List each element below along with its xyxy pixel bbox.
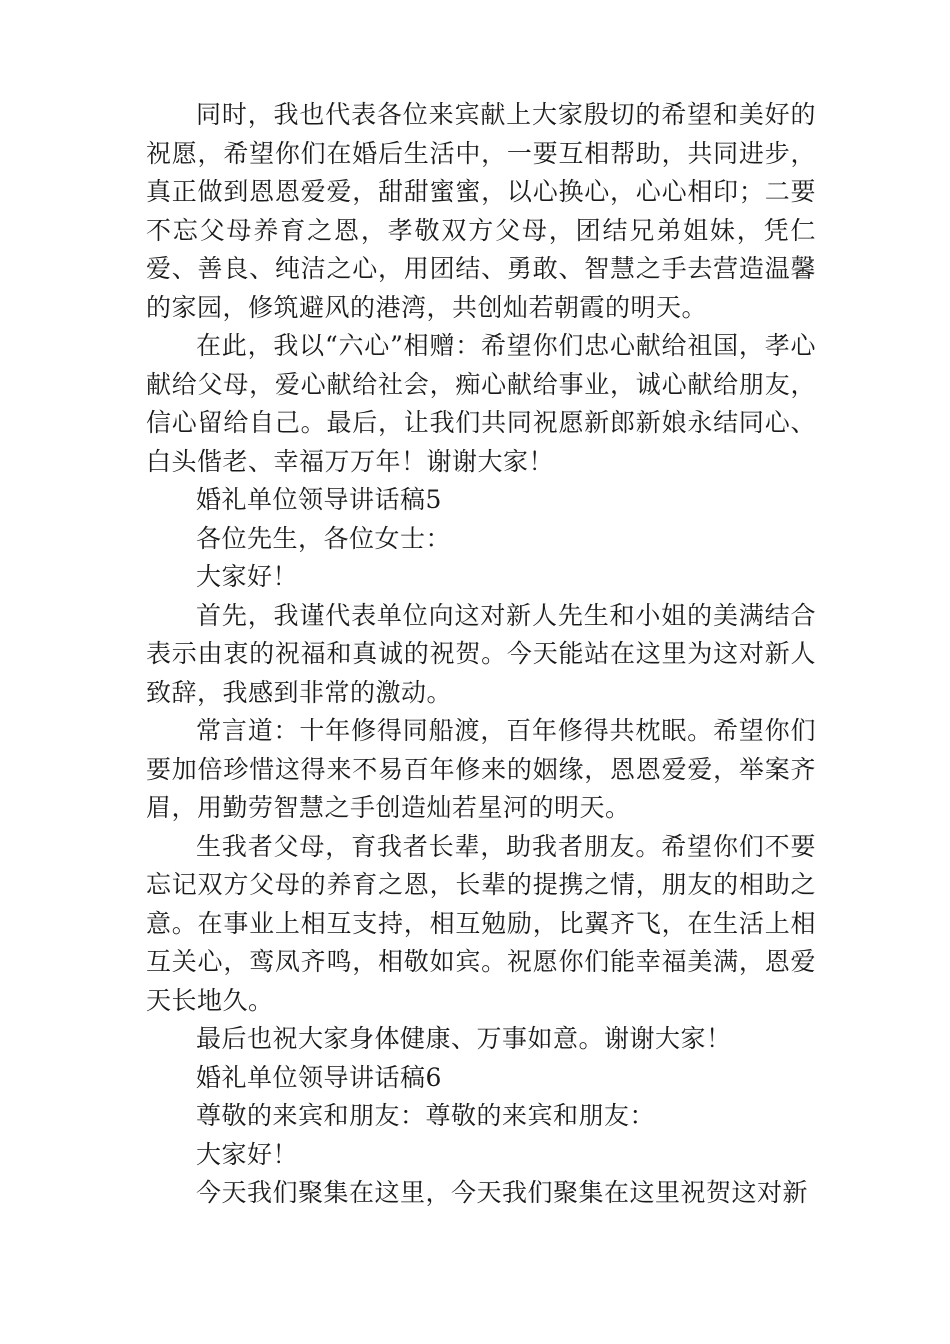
greeting-6: 大家好！ <box>196 1139 299 1169</box>
paragraph-congratulations: 首先，我谨代表单位向这对新人先生和小姐的美满结合表示由衷的祝福和真诚的祝贺。今天能站在这里为这对新人致辞，我感到非常的激动。 <box>146 600 816 707</box>
salutation-6: 尊敬的来宾和朋友：尊敬的来宾和朋友： <box>196 1101 656 1130</box>
paragraph-gratitude: 生我者父母，育我者长辈，助我者朋友。希望你们不要忘记双方父母的养育之恩，长辈的提携之情，朋友的相助之意。在事业上相互支持，相互勉励，比翼齐飞，在生活上相互关心，鸾凤齐鸣，相敬如宾。祝愿你们能幸福美满，恩爱天长地久。 <box>146 831 816 1015</box>
greeting-5: 大家好！ <box>196 562 299 591</box>
paragraph-proverb: 常言道：十年修得同船渡，百年修得共枕眠。希望你们要加倍珍惜这得来不易百年修来的姻缘，恩恩爱爱，举案齐眉，用勤劳智慧之手创造灿若星河的明天。 <box>146 716 816 822</box>
paragraph-six-hearts: 在此，我以“六心”相赠：希望你们忠心献给祖国，孝心献给父母，爱心献给社会，痴心献给事业，诚心献给朋友，信心留给自己。最后，让我们共同祝愿新郎新娘永结同心、白头偕老、幸福万万年！谢谢大家！ <box>146 331 816 476</box>
paragraph-wishes: 同时，我也代表各位来宾献上大家殷切的希望和美好的祝愿，希望你们在婚后生活中，一要互相帮助，共同进步，真正做到恩恩爱爱，甜甜蜜蜜，以心换心，心心相印；二要不忘父母养育之恩，孝敬双方父母，团结兄弟姐妹，凭仁爱、善良、纯洁之心，用团结、勇敢、智慧之手去营造温馨的家园，修筑避风的港湾，共创灿若朝霞的明天。 <box>146 100 816 322</box>
document-body <box>146 96 816 1213</box>
salutation-5: 各位先生，各位女士： <box>196 523 452 553</box>
section-heading-6: 婚礼单位领导讲话稿6 <box>196 1062 442 1092</box>
section-heading-5: 婚礼单位领导讲话稿5 <box>196 485 442 514</box>
paragraph-opening-6: 今天我们聚集在这里，今天我们聚集在这里祝贺这对新 <box>196 1178 809 1207</box>
paragraph-closing: 最后也祝大家身体健康、万事如意。谢谢大家！ <box>196 1024 732 1053</box>
